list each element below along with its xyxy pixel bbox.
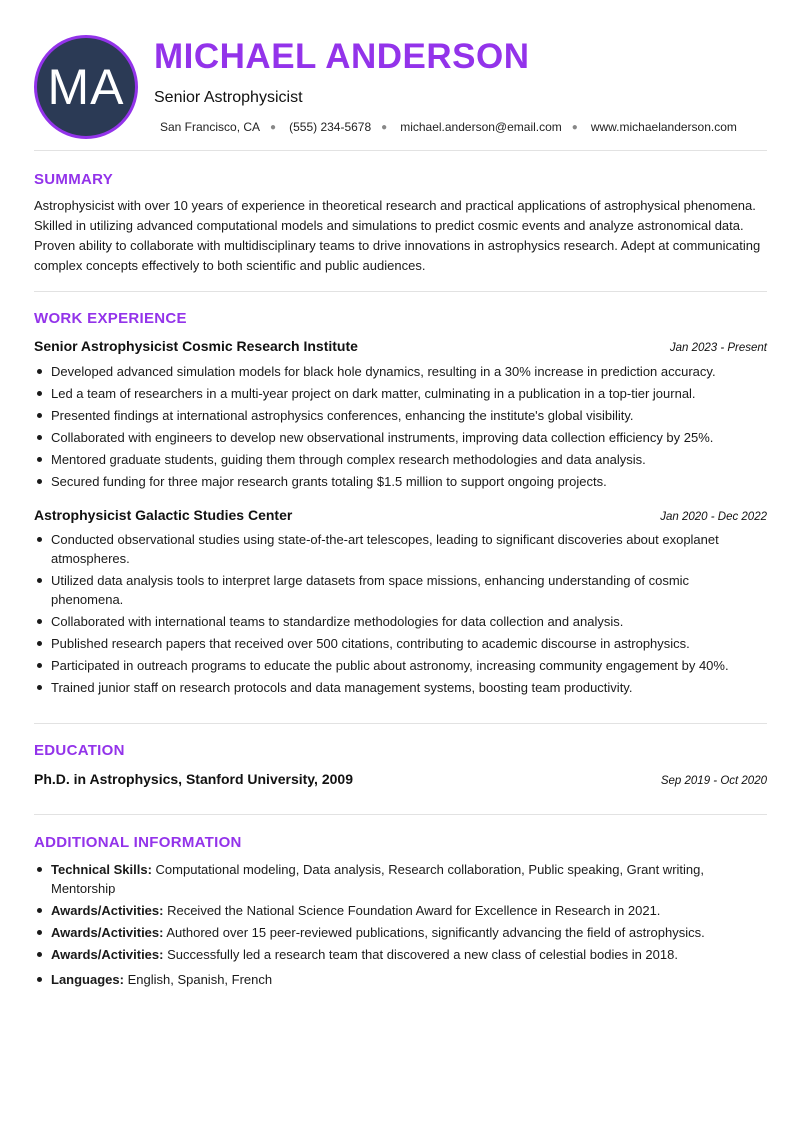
list-item: Published research papers that received over 500 citations, contributing to academic discourse in astrophysics. [34,634,764,653]
additional-list [34,860,764,992]
contact-location: San Francisco, CA [160,120,261,134]
job-dates: Jan 2020 - Dec 2022 [660,511,767,523]
job-dates: Jan 2023 - Present [669,342,767,354]
item-text: Authored over 15 peer-reviewed publications, significantly advancing the field of astrophysics. [163,925,705,940]
list-item [34,945,764,964]
avatar [34,35,138,139]
item-label: Awards/Activities: [51,947,164,962]
list-item [34,860,764,898]
list-item [34,923,764,942]
list-item: Trained junior staff on research protocols and data management systems, boosting team productivity. [34,678,764,697]
job-bullets [34,530,764,700]
divider [34,723,767,724]
item-label: Technical Skills: [51,862,152,877]
item-text: Computational modeling, Data analysis, Research collaboration, Public speaking, Grant writing, Mentorship [51,862,704,896]
education-entry [34,771,767,787]
list-item: Presented findings at international astrophysics conferences, enhancing the institute's global visibility. [34,406,764,425]
divider [34,291,767,292]
education-dates: Sep 2019 - Oct 2020 [660,775,767,787]
list-item: Developed advanced simulation models for black hole dynamics, resulting in a 30% increase in prediction accuracy. [34,362,764,381]
contact-phone[interactable]: (555) 234-5678 [289,120,372,134]
item-label: Awards/Activities: [51,903,164,918]
divider [34,814,767,815]
job-title: Senior Astrophysicist [154,89,303,106]
list-item: Conducted observational studies using state-of-the-art telescopes, leading to significant discoveries about exoplanet atmospheres. [34,530,764,568]
list-item: Participated in outreach programs to educate the public about astronomy, increasing community engagement by 40%. [34,656,764,675]
list-item: Utilized data analysis tools to interpret large datasets from space missions, enhancing understanding of cosmic phenomena. [34,571,764,609]
item-label: Awards/Activities: [51,925,164,940]
contact-row [160,120,737,134]
avatar-initials: MA [47,59,125,115]
summary-text: Astrophysicist with over 10 years of experience in theoretical research and practical applications of astrophysical phenomena. Skilled in utilizing advanced computational models and simulations to predict cosmic events and analyze astronomical data. Proven ability to collaborate with multidisciplinary teams to drive innovations in astrophysics research. Adept at communicating complex concepts effectively to both scientific and public audiences. [34,198,761,273]
job-bullets [34,362,764,494]
item-label: Languages: [51,972,124,987]
divider [34,150,767,151]
dot-separator: ● [381,121,388,133]
contact-email[interactable]: michael.anderson@email.com [400,120,562,134]
item-text: Successfully led a research team that discovered a new class of celestial bodies in 2018. [163,947,678,962]
summary-heading: SUMMARY [34,171,114,188]
item-text: English, Spanish, French [123,972,273,987]
candidate-name: MICHAEL ANDERSON [154,37,530,76]
additional-heading: ADDITIONAL INFORMATION [34,834,242,851]
job-role: Astrophysicist Galactic Studies Center [34,507,293,523]
item-text: Received the National Science Foundation Award for Excellence in Research in 2021. [163,903,661,918]
job-header [34,338,767,354]
job-header [34,507,767,523]
list-item: Collaborated with international teams to standardize methodologies for data collection and analysis. [34,612,764,631]
list-item: Mentored graduate students, guiding them through complex research methodologies and data analysis. [34,450,764,469]
education-heading: EDUCATION [34,742,125,759]
contact-website[interactable]: www.michaelanderson.com [590,120,737,134]
list-item: Collaborated with engineers to develop new observational instruments, improving data collection efficiency by 25%. [34,428,764,447]
list-item [34,970,764,989]
job-role: Senior Astrophysicist Cosmic Research Institute [34,338,358,354]
list-item [34,901,764,920]
dot-separator: ● [571,121,578,133]
degree: Ph.D. in Astrophysics, Stanford University, 2009 [34,771,353,787]
experience-heading: WORK EXPERIENCE [34,310,187,327]
dot-separator: ● [270,121,277,133]
list-item: Secured funding for three major research grants totaling $1.5 million to support ongoing projects. [34,472,764,491]
list-item: Led a team of researchers in a multi-year project on dark matter, culminating in a publication in a top-tier journal. [34,384,764,403]
